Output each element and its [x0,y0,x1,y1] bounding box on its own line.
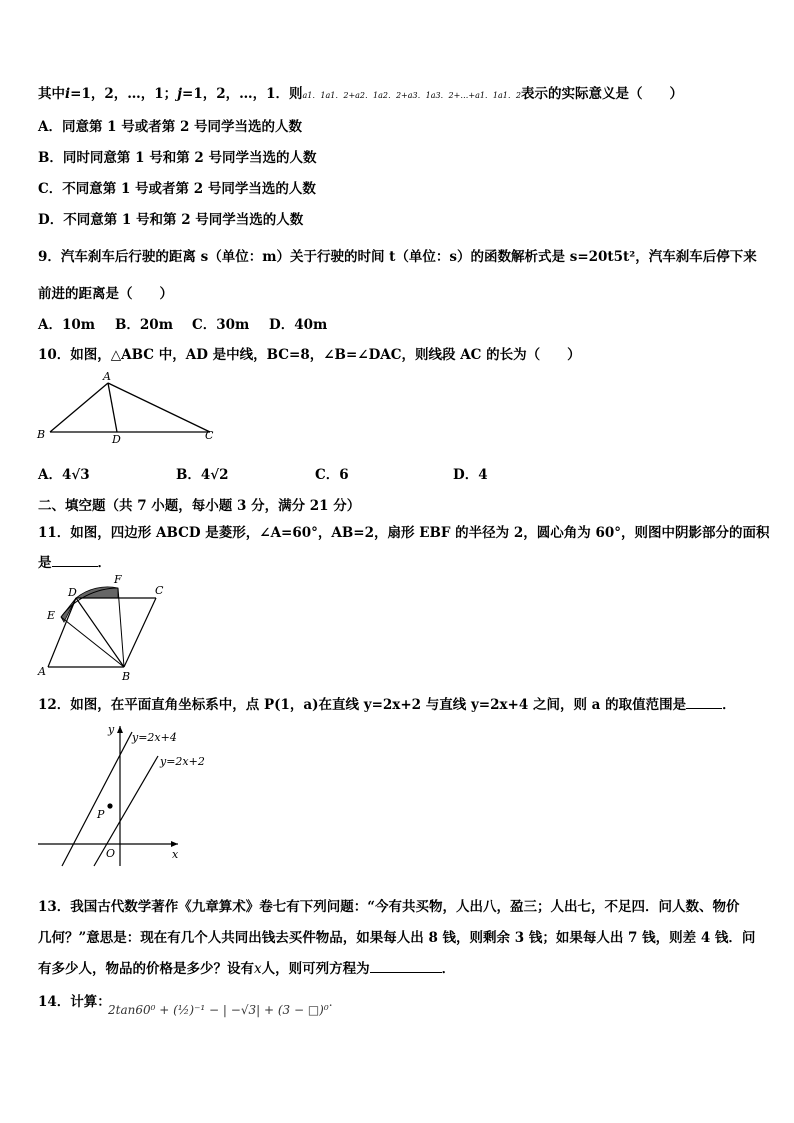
q12-stem [38,693,736,713]
q8-term-2: +a2．1a2．2 [348,91,402,100]
q13-stem-line2: 几何？”意思是：现在有几个人共同出钱去买件物品，如果每人出 8 钱，则剩余 3 钱；如果每人出 7 钱，则差 4 钱．问 [38,930,756,946]
q13-stem-line3 [38,957,455,977]
q12-line1-label: y=2x+4 [132,731,177,744]
q8-j-range: =1，2，…，1．则 [182,86,303,102]
q11-rhombus-figure [34,572,174,682]
q8-stem-post: 表示的实际意义是（ ） [520,86,683,102]
q9-option-a: A．10m [38,317,96,333]
q13-line3-post: ． [441,961,456,977]
q9-option-d: D．40m [269,317,328,333]
q12-origin-label: O [106,847,116,860]
q12-answer-blank [686,696,722,709]
q13-line3-pre: 有多少人，物品的价格是多少？设有 [38,961,254,977]
q8-option-c: C．不同意第 1 号或者第 2 号同学当选的人数 [38,181,316,197]
q11-stem-line1: 11．如图，四边形 ABCD 是菱形，∠A=60°，AB=2，扇形 EBF 的半径为 2，圆心角为 60°，则图中阴影部分的面积 [38,525,770,541]
q12-line2-label: y=2x+2 [160,755,205,768]
q8-option-d: D．不同意第 1 号和第 2 号同学当选的人数 [38,212,304,228]
q12-coordinate-figure [34,718,214,868]
q12-y-axis-label: y [108,723,115,736]
q12-x-axis-label: x [172,848,179,861]
q11-stem-line2 [38,551,111,571]
q10-option-d: D．4 [453,467,488,483]
q8-i-range: =1，2，…，1； [70,86,178,102]
q8-stem-pre: 其中 [38,86,65,102]
q12-point-p-label: P [97,808,105,821]
q11-label-e: E [47,609,56,622]
q10-option-b: B．4√2 [176,467,229,483]
q13-answer-blank [370,960,442,973]
q13-stem-line1: 13．我国古代数学著作《九章算术》卷七有下列问题：“今有共买物，人出八，盈三；人出七，不足四．问人数、物价 [38,899,740,915]
q11-line2-post: ． [97,555,111,571]
q10-option-a: A．4√3 [38,467,90,483]
q11-label-c: C [155,584,164,597]
q10-label-c: C [205,429,214,442]
q8-term-3: +a3．1a3．2 [401,91,454,100]
q9-option-b: B．20m [115,317,173,333]
q8-stem [38,82,683,102]
q11-label-f: F [114,573,122,586]
q8-option-b: B．同时同意第 1 号和第 2 号同学当选的人数 [38,150,317,166]
q11-answer-blank [52,554,98,567]
q8-term-4: +…+a1．1a1．2 [453,91,521,100]
q12-stem-pre: 12．如图，在平面直角坐标系中，点 P(1，a)在直线 y=2x+2 与直线 y=2x+4 之间，则 a 的取值范围是 [38,697,687,713]
q11-label-b: B [122,670,131,682]
q8-j-var: j [177,86,183,102]
q10-triangle-figure [30,368,230,448]
q11-label-a: A [38,665,46,678]
q14-stem: 14．计算： [38,994,111,1010]
q9-stem-line1: 9．汽车刹车后行驶的距离 s（单位：m）关于行驶的时间 t（单位：s）的函数解析式是 s=20t5t²，汽车刹车后停下来 [38,249,757,265]
q13-var-x: x [254,961,262,977]
q9-option-c: C．30m [192,317,250,333]
q10-options [38,463,488,483]
q12-stem-post: ． [722,697,736,713]
q8-term-1: a1．1a1．2 [302,91,349,100]
q10-stem: 10．如图，△ABC 中，AD 是中线，BC=8，∠B=∠DAC，则线段 AC 的长为（ ） [38,347,581,363]
q11-label-d: D [68,586,77,599]
q14-formula-text: 2tan60⁰ + (½)⁻¹ − | −√3| + (3 − □)⁰ [108,1003,329,1017]
q8-i-var: i [65,86,71,102]
q9-stem-line2: 前进的距离是（ ） [38,286,173,302]
q11-line2-pre: 是 [38,555,52,571]
q10-label-a: A [103,370,111,383]
section-title: 二、填空题（共 7 小题，每小题 3 分，满分 21 分） [38,498,361,514]
q14-trailing-dot: . [328,995,333,1009]
q9-options [38,313,327,333]
q10-label-d: D [112,433,121,446]
q13-line3-mid: 人，则可列方程为 [261,961,370,977]
q14-formula [108,995,333,1017]
q8-option-a: A．同意第 1 号或者第 2 号同学当选的人数 [38,119,303,135]
q10-option-c: C．6 [315,467,349,483]
q10-label-b: B [37,428,46,441]
